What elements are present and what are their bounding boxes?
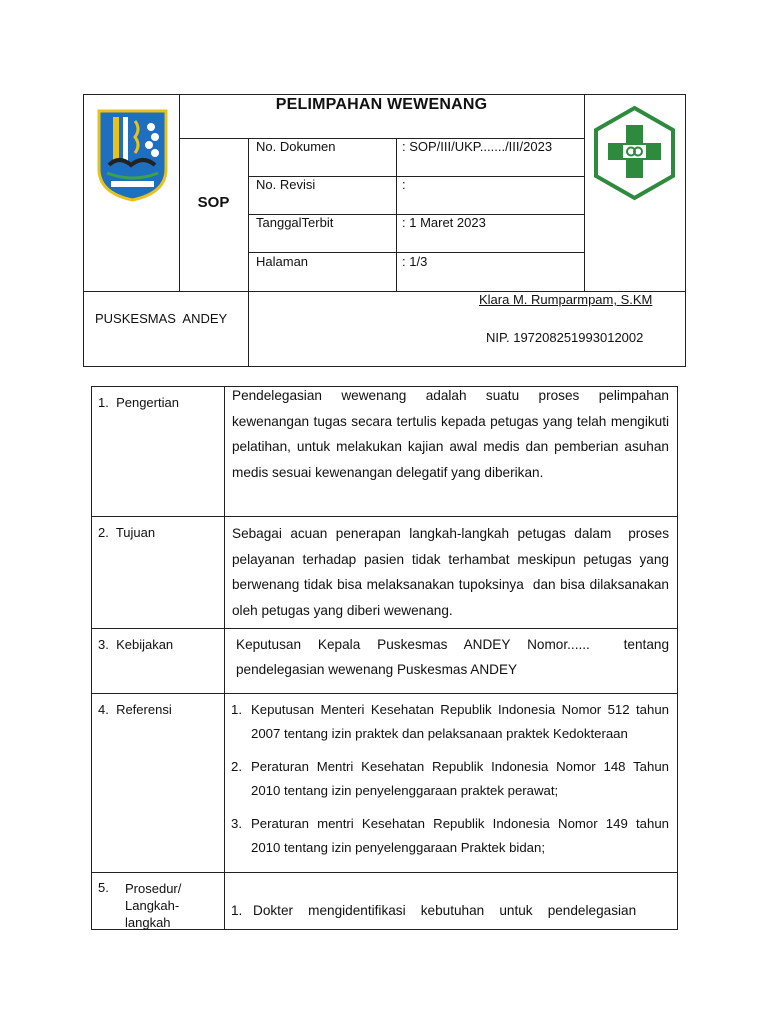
issue-date-value: : 1 Maret 2023 xyxy=(402,215,486,230)
reference-text: Keputusan Menteri Kesehatan Republik Indonesia Nomor 512 tahun 2007 tentang izin praktek dan pelaksanaan praktek Kedokteraan xyxy=(251,702,669,741)
reference-list xyxy=(231,698,669,869)
section-label-prosedur xyxy=(125,880,181,931)
section-label-referensi: 4. Referensi xyxy=(98,702,172,717)
reference-text: Peraturan mentri Kesehatan Republik Indonesia Nomor 149 tahun 2010 tentang izin penyelenggaraan Praktek bidan; xyxy=(251,816,669,855)
section-text-tujuan: Sebagai acuan penerapan langkah-langkah petugas dalam proses pelayanan terhadap pasien tidak terhambat meskipun petugas yang berwenang tidak bisa melaksanakan tupoksinya dan bisa dilaksanakan oleh petugas yang diberi wewenang. xyxy=(232,526,673,618)
section-label-kebijakan: 3. Kebijakan xyxy=(98,637,174,652)
document-number-label: No. Dokumen xyxy=(256,139,336,154)
page-label: Halaman xyxy=(256,254,309,269)
document-title: PELIMPAHAN WEWENANG xyxy=(275,96,488,113)
section-text-kebijakan: Keputusan Kepala Puskesmas ANDEY Nomor...... tentang pendelegasian wewenang Puskesmas ANDEY xyxy=(236,637,673,677)
sop-label: SOP xyxy=(197,194,230,211)
reference-number: 2. xyxy=(231,759,242,774)
reference-text: Peraturan Mentri Kesehatan Republik Indonesia Nomor 148 Tahun 2010 tentang izin penyelenggaraan praktek perawat; xyxy=(251,759,669,798)
reference-item xyxy=(231,755,669,803)
reference-number: 1. xyxy=(231,702,242,717)
section-text-pengertian: Pendelegasian wewenang adalah suatu proses pelimpahan kewenangan tugas secara tertulis kepada petugas yang telah mengikuti pelatihan, untuk melakukan kajian awal medis dan pemberian asuhan medis sesuai kewenangan delegatif yang diberikan. xyxy=(232,388,669,480)
reference-item xyxy=(231,812,669,860)
signer-nip: NIP. 197208251993012002 xyxy=(486,330,644,345)
regional-government-emblem-icon xyxy=(95,107,170,202)
puskesmas-green-cross-icon xyxy=(592,105,677,201)
organization-name: PUSKESMAS ANDEY xyxy=(95,311,228,326)
reference-number: 3. xyxy=(231,816,242,831)
reference-item xyxy=(231,698,669,746)
procedure-step-text: Dokter mengidentifikasi kebutuhan untuk pendelegasian xyxy=(253,903,637,918)
document-number-value: : SOP/III/UKP......./III/2023 xyxy=(402,139,553,154)
revision-value: : xyxy=(402,177,406,192)
issue-date-label: TanggalTerbit xyxy=(256,215,334,230)
section-number-prosedur: 5. xyxy=(98,880,109,895)
section-label-tujuan: 2. Tujuan xyxy=(98,525,156,540)
page-value: : 1/3 xyxy=(402,254,428,269)
section-label-line: Langkah- xyxy=(125,898,180,913)
revision-label: No. Revisi xyxy=(256,177,316,192)
section-label-line: Prosedur/ xyxy=(125,881,182,896)
signer-name: Klara M. Rumparmpam, S.KM xyxy=(479,292,653,307)
section-label-line: langkah xyxy=(125,915,171,930)
section-label-pengertian: 1. Pengertian xyxy=(98,395,179,410)
procedure-step-number: 1. xyxy=(231,903,243,918)
